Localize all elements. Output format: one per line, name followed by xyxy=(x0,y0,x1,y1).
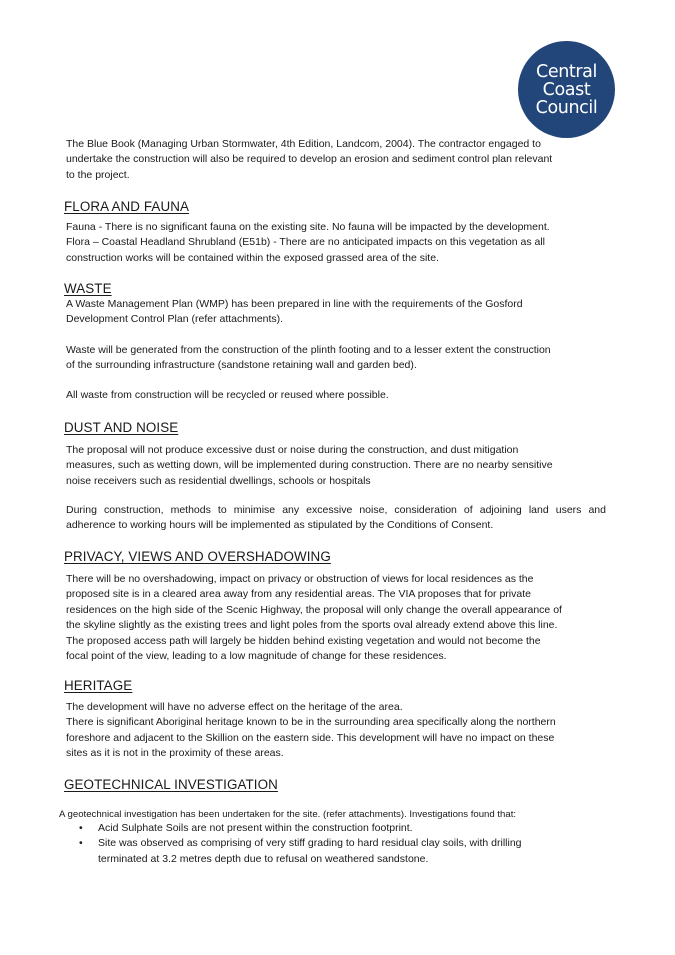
logo-line-1: Central xyxy=(536,61,597,82)
logo-line-2: Coast xyxy=(542,79,591,100)
dust-p2-line-2: adherence to working hours will be implemented as stipulated by the Conditions of Consent. xyxy=(66,519,494,532)
geotechnical-intro: A geotechnical investigation has been undertaken for the site. (refer attachments). Investigations found that: xyxy=(59,809,517,820)
waste-p2-line-1: Waste will be generated from the construction of the plinth footing and to a lesser extent the construction xyxy=(66,344,551,356)
heritage-line-2: There is significant Aboriginal heritage known to be in the surrounding area specifically along the northern xyxy=(66,716,556,729)
privacy-line-3: residences on the high side of the Scenic Highway, the proposal will only change the overall appearance of xyxy=(66,603,562,616)
dust-heading: DUST AND NOISE xyxy=(64,420,179,435)
privacy-line-6: focal point of the view, leading to a low magnitude of change for these residences. xyxy=(66,650,447,663)
finding-2-line-1: Site was observed as comprising of very stiff grading to hard residual clay soils, with drilling xyxy=(98,837,522,850)
dust-paragraph-2 xyxy=(66,503,606,534)
finding-2-line-2: terminated at 3.2 metres depth due to refusal on weathered sandstone. xyxy=(98,852,429,865)
geotechnical-heading: GEOTECHNICAL INVESTIGATION xyxy=(64,777,278,792)
intro-line-1: The Blue Book (Managing Urban Stormwater, 4th Edition, Landcom, 2004). The contractor engaged to xyxy=(66,138,541,150)
privacy-line-5: The proposed access path will largely be hidden behind existing vegetation and would not become the xyxy=(66,634,541,647)
flora-line-2: Flora – Coastal Headland Shrubland (E51b) - There are no anticipated impacts on this vegetation as all xyxy=(66,236,546,249)
flora-paragraph xyxy=(66,220,606,266)
bullet-icon: • xyxy=(79,822,83,834)
privacy-line-4: the skyline slightly as the existing trees and light poles from the sports oval already extend above this line. xyxy=(66,619,558,632)
intro-line-3: to the project. xyxy=(66,168,130,181)
waste-p1-line-2: Development Control Plan (refer attachments). xyxy=(66,313,284,326)
privacy-line-1: There will be no overshadowing, impact on privacy or obstruction of views for local residences as the xyxy=(66,573,534,585)
privacy-line-2: proposed site is in a cleared area away from any residential areas. The VIA proposes that for private xyxy=(66,588,531,601)
waste-paragraph-1 xyxy=(66,297,606,328)
privacy-paragraph xyxy=(66,572,606,664)
finding-1-text: Acid Sulphate Soils are not present within the construction footprint. xyxy=(98,822,413,834)
waste-p1-line-1: A Waste Management Plan (WMP) has been prepared in line with the requirements of the Gosford xyxy=(66,298,523,310)
heritage-paragraph xyxy=(66,700,606,762)
heritage-line-3: foreshore and adjacent to the Skillion on the eastern side. This development will have no impact on these xyxy=(66,731,555,744)
heritage-line-1: The development will have no adverse effect on the heritage of the area. xyxy=(66,701,403,713)
waste-p3: All waste from construction will be recycled or reused where possible. xyxy=(66,389,389,401)
geotechnical-findings-list xyxy=(79,821,568,867)
dust-p2-line-1: During construction, methods to minimise any excessive noise, consideration of adjoining land users and xyxy=(66,504,606,516)
intro-paragraph xyxy=(66,137,606,183)
council-logo xyxy=(518,41,615,138)
dust-p1-line-2: measures, such as wetting down, will be implemented during construction. There are no nearby sensitive xyxy=(66,459,553,472)
heritage-heading: HERITAGE xyxy=(64,678,133,693)
waste-p2-line-2: of the surrounding infrastructure (sandstone retaining wall and garden bed). xyxy=(66,359,417,372)
logo-line-3: Council xyxy=(535,97,598,118)
bullet-icon: • xyxy=(79,837,83,850)
waste-heading: WASTE xyxy=(64,281,112,296)
flora-line-3: construction works will be contained within the exposed grassed area of the site. xyxy=(66,251,439,264)
waste-paragraph-3 xyxy=(66,388,606,403)
heritage-line-4: sites as it is not in the proximity of these areas. xyxy=(66,747,284,760)
flora-heading: FLORA AND FAUNA xyxy=(64,199,190,214)
list-item xyxy=(79,836,568,867)
dust-paragraph-1 xyxy=(66,443,606,489)
intro-line-2: undertake the construction will also be required to develop an erosion and sediment control plan relevant xyxy=(66,153,553,166)
privacy-heading: PRIVACY, VIEWS AND OVERSHADOWING xyxy=(64,549,331,564)
dust-p1-line-3: noise receivers such as residential dwellings, schools or hospitals xyxy=(66,474,371,487)
flora-line-1: Fauna - There is no significant fauna on the existing site. No fauna will be impacted by the development. xyxy=(66,221,550,233)
list-item xyxy=(79,821,568,836)
dust-p1-line-1: The proposal will not produce excessive dust or noise during the construction, and dust mitigation xyxy=(66,444,519,456)
waste-paragraph-2 xyxy=(66,343,606,374)
